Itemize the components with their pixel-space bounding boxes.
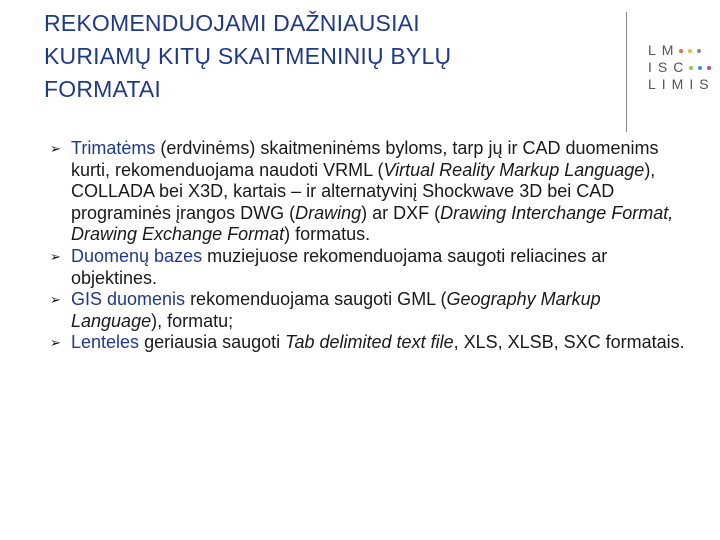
bullet-list bbox=[50, 138, 690, 354]
arrow-bullet-icon: ➢ bbox=[50, 248, 61, 264]
bullet-lead: GIS duomenis bbox=[71, 289, 186, 310]
bullet-text: (erdvinėms) skaitmeninėms byloms, tarp jų ir CAD duomenims kurti, rekomenduojama naudoti VRML ( bbox=[71, 138, 659, 180]
bullet-text: ), COLLADA bei X3D, kartais – ir alternatyvinį Shockwave 3D bei CAD programinės įrangos DWG ( bbox=[71, 159, 656, 223]
bullet-text: geriausia saugoti bbox=[139, 332, 286, 353]
list-item bbox=[50, 138, 690, 246]
arrow-bullet-icon: ➢ bbox=[50, 292, 61, 308]
bullet-text: rekomenduojama saugoti GML ( bbox=[185, 289, 447, 310]
logo-dot bbox=[707, 66, 711, 70]
logo-dot bbox=[698, 66, 702, 70]
logo-dot bbox=[688, 49, 692, 53]
arrow-bullet-icon: ➢ bbox=[50, 141, 61, 156]
logo-row-1: LM bbox=[648, 42, 718, 59]
bullet-lead: Duomenų bazes bbox=[71, 245, 203, 266]
title-line-1: REKOMENDUOJAMI DAŽNIAUSIAI bbox=[44, 10, 420, 36]
bullet-lead: Lenteles bbox=[71, 332, 140, 353]
list-item bbox=[50, 332, 690, 354]
bullet-italic: Geography Markup Language bbox=[71, 289, 601, 331]
bullet-text: muziejuose rekomenduojama saugoti reliacines ar objektines. bbox=[71, 245, 608, 288]
list-item bbox=[50, 289, 690, 332]
bullet-text: ), formatu; bbox=[151, 310, 234, 331]
title-line-2: KURIAMŲ KITŲ SKAITMENINIŲ BYLŲ bbox=[44, 43, 452, 69]
bullet-text: , XLS, XLSB, SXC formatais. bbox=[453, 332, 685, 353]
arrow-bullet-icon: ➢ bbox=[50, 335, 61, 351]
logo-row-3: LIMIS bbox=[648, 76, 715, 92]
list-item bbox=[50, 246, 690, 289]
logo-dot bbox=[689, 66, 693, 70]
bullet-italic: Drawing bbox=[295, 202, 362, 223]
bullet-text: ) ar DXF ( bbox=[361, 202, 441, 223]
bullet-italic: Virtual Reality Markup Language bbox=[383, 159, 645, 180]
logo-row-2: ISC bbox=[648, 59, 718, 76]
bullet-text: ) formatus. bbox=[284, 224, 371, 245]
vertical-divider bbox=[626, 12, 627, 132]
title-line-3: FORMATAI bbox=[44, 76, 162, 102]
bullet-lead: Trimatėms bbox=[71, 138, 156, 158]
bullet-italic: Drawing Interchange Format, Drawing Exchange Format bbox=[71, 202, 674, 245]
slide-title bbox=[44, 7, 604, 106]
bullet-italic: Tab delimited text file bbox=[285, 332, 454, 353]
limis-logo bbox=[648, 42, 718, 93]
logo-dot bbox=[697, 49, 701, 53]
logo-dot bbox=[679, 49, 683, 53]
